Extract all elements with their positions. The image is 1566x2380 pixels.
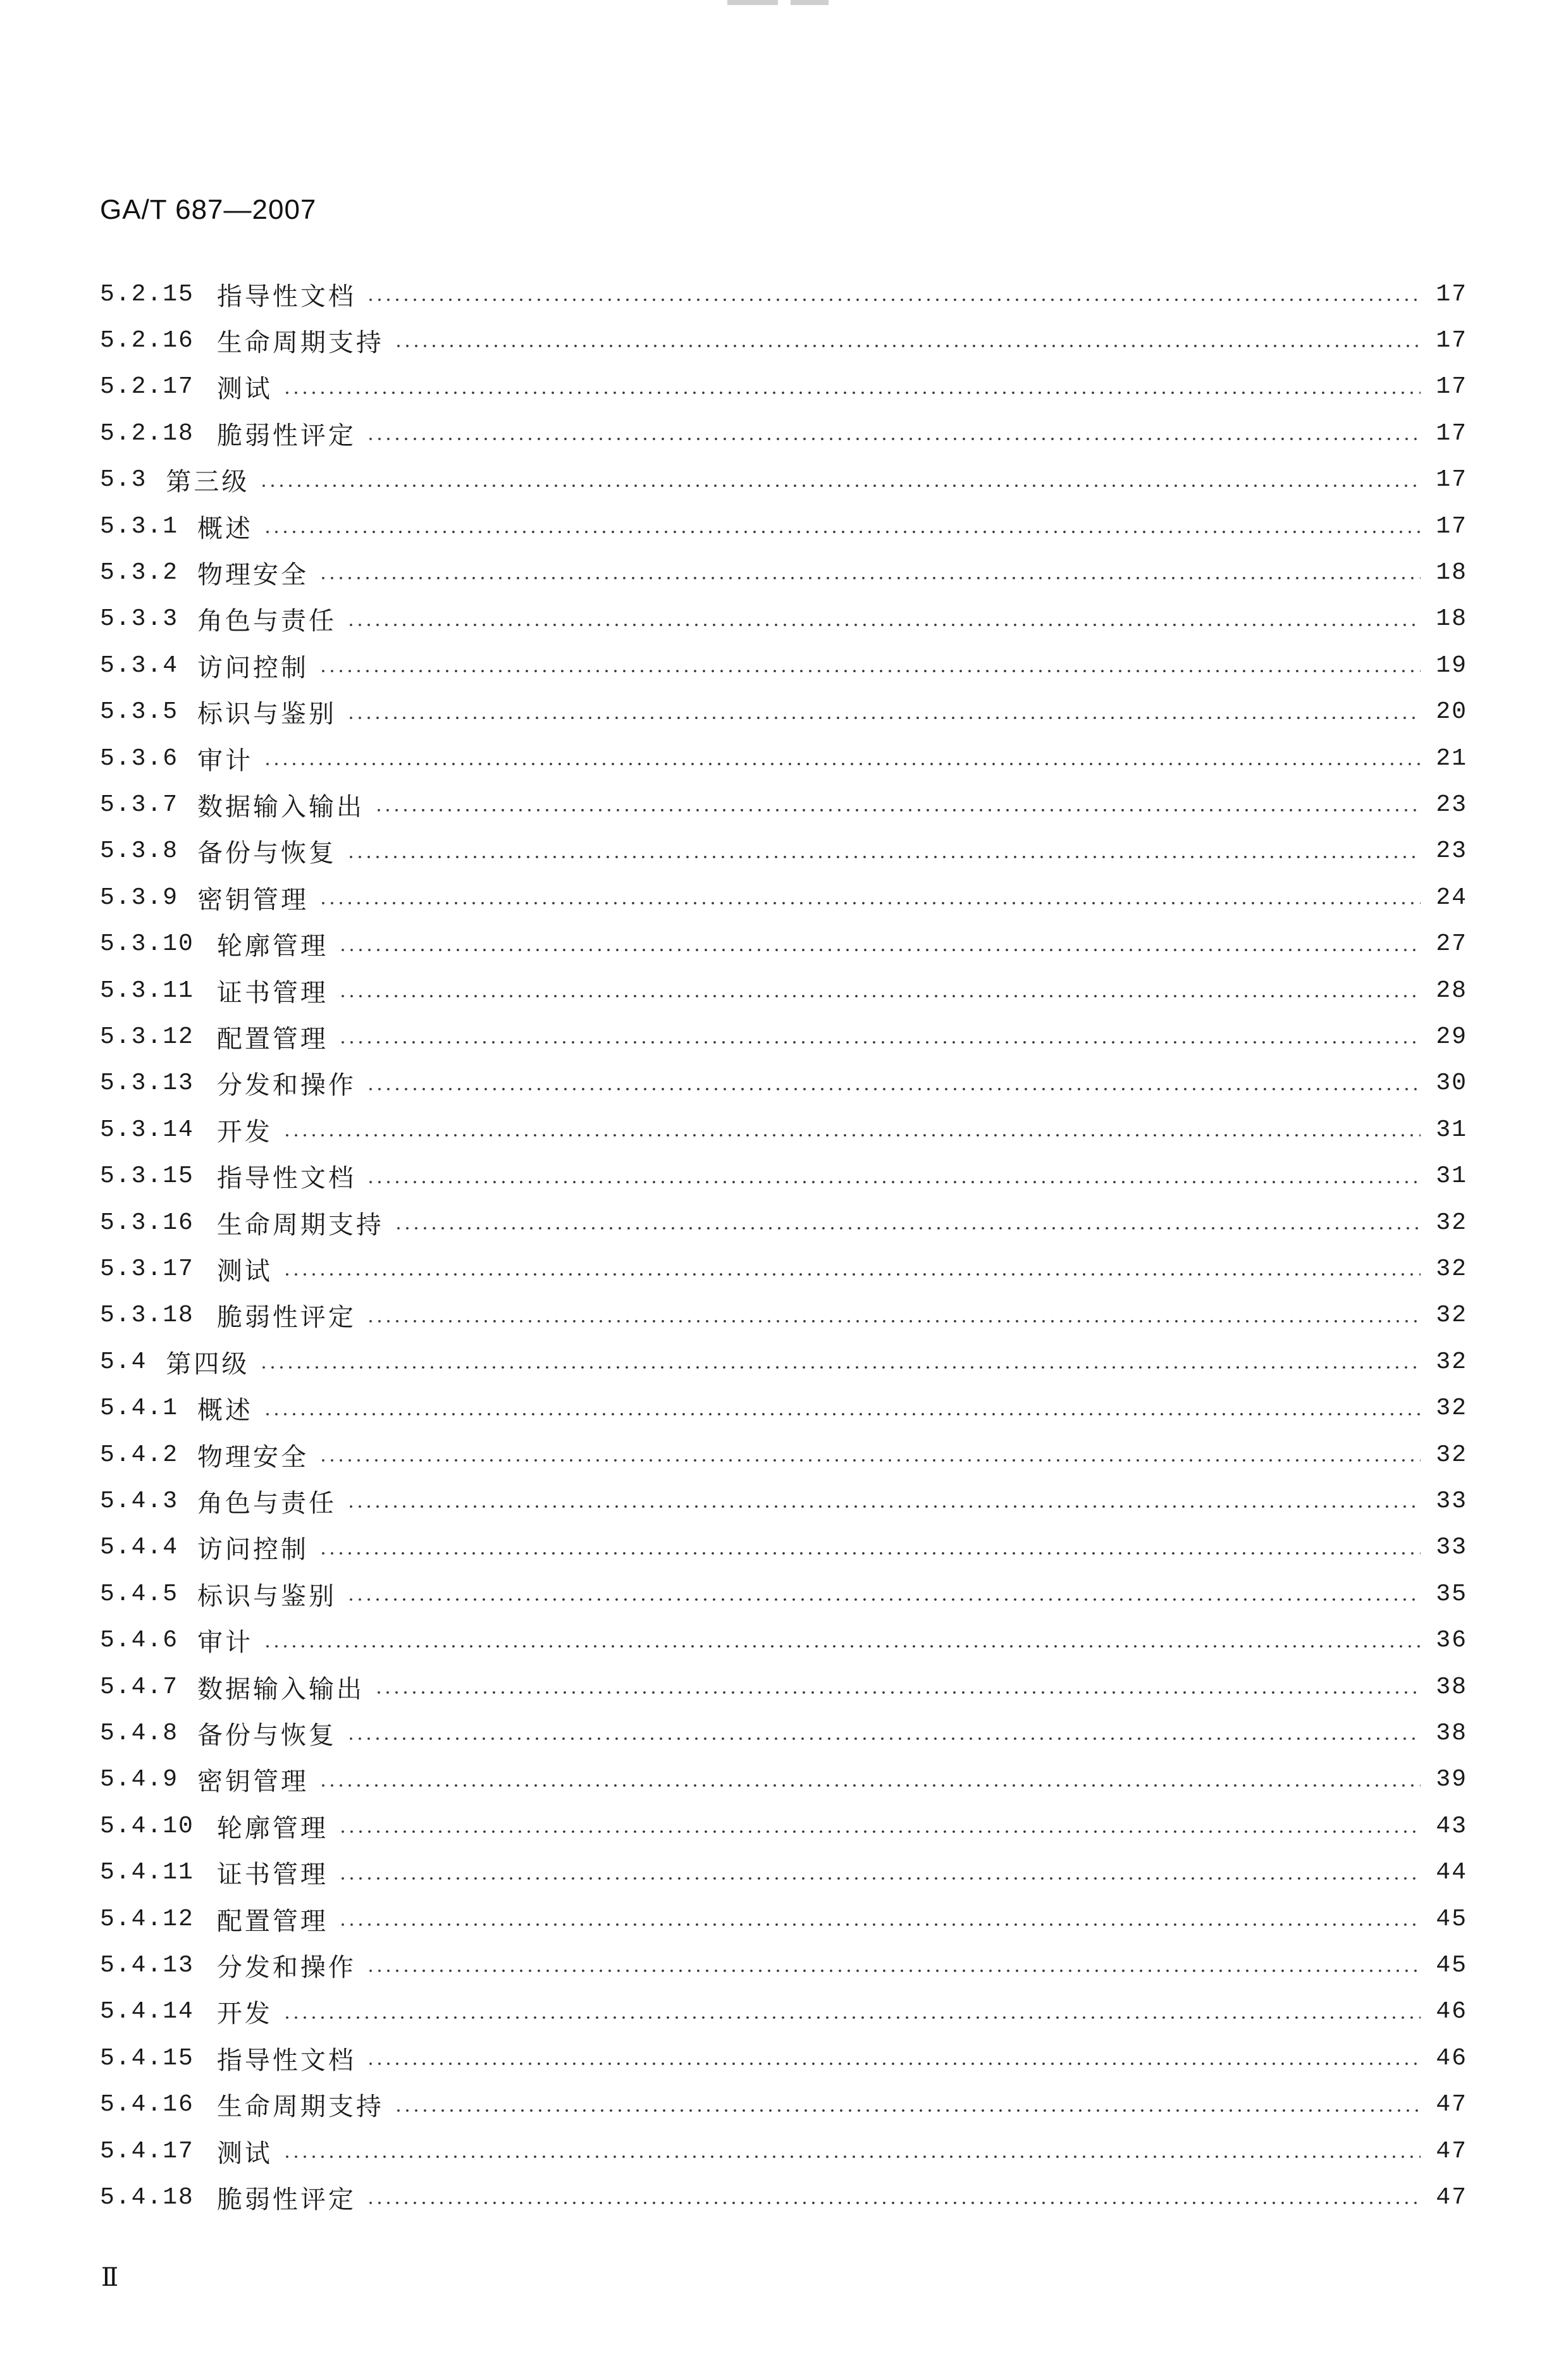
- toc-entry-page: 30: [1436, 1070, 1467, 1097]
- toc-entry[interactable]: [100, 1711, 1467, 1755]
- toc-entry-number: 5.3.1: [100, 512, 179, 540]
- toc-entry-number: 5.2.16: [100, 326, 194, 354]
- toc-entry[interactable]: [100, 2129, 1467, 2173]
- toc-entry-number: 5.3.16: [100, 1209, 194, 1236]
- toc-dot-leader: [319, 1458, 1421, 1462]
- toc-entry[interactable]: [100, 1619, 1467, 1663]
- toc-entry-page: 32: [1436, 1348, 1467, 1376]
- toc-entry-title: 配置管理: [216, 1906, 328, 1936]
- toc-entry-number: 5.3.3: [100, 605, 179, 633]
- toc-entry-title: 概述: [197, 514, 254, 543]
- toc-entry[interactable]: [100, 1154, 1467, 1199]
- toc-entry-title: 审计: [197, 746, 254, 775]
- toc-dot-leader: [338, 1830, 1421, 1834]
- toc-entry[interactable]: [100, 1014, 1467, 1059]
- toc-entry[interactable]: [100, 1386, 1467, 1431]
- toc-entry-page: 23: [1436, 837, 1467, 865]
- toc-dot-leader: [259, 484, 1421, 488]
- toc-entry-number: 5.4: [100, 1348, 147, 1376]
- toc-entry-page: 32: [1436, 1395, 1467, 1422]
- toc-entry-number: 5.3.14: [100, 1116, 194, 1144]
- toc-entry-number: 5.3.8: [100, 837, 179, 865]
- toc-entry-number: 5.4.10: [100, 1812, 194, 1840]
- toc-entry-number: 5.4.1: [100, 1395, 179, 1422]
- toc-entry[interactable]: [100, 1897, 1467, 1941]
- toc-entry-number: 5.3.12: [100, 1023, 194, 1051]
- toc-entry[interactable]: [100, 1247, 1467, 1291]
- toc-dot-leader: [263, 762, 1421, 766]
- toc-entry[interactable]: [100, 968, 1467, 1013]
- toc-entry-number: 5.4.15: [100, 2044, 194, 2072]
- toc-entry-page: 44: [1436, 1859, 1467, 1887]
- toc-entry-page: 32: [1436, 1441, 1467, 1469]
- toc-entry-page: 17: [1436, 280, 1467, 308]
- toc-entry-number: 5.3.17: [100, 1255, 194, 1283]
- toc-entry-number: 5.4.7: [100, 1673, 179, 1701]
- scan-artifact: [791, 0, 829, 5]
- toc-entry-number: 5.4.6: [100, 1627, 179, 1655]
- toc-entry[interactable]: [100, 1804, 1467, 1848]
- toc-entry-number: 5.4.4: [100, 1534, 179, 1562]
- toc-dot-leader: [347, 1737, 1421, 1741]
- toc-dot-leader: [338, 994, 1421, 998]
- toc-entry-page: 31: [1436, 1162, 1467, 1190]
- toc-entry-page: 36: [1436, 1627, 1467, 1655]
- toc-entry-title: 生命周期支持: [216, 2092, 384, 2122]
- toc-entry-number: 5.4.17: [100, 2137, 194, 2165]
- toc-dot-leader: [366, 1969, 1421, 1973]
- toc-entry-page: 32: [1436, 1302, 1467, 1329]
- toc-entry-page: 17: [1436, 326, 1467, 354]
- toc-entry[interactable]: [100, 782, 1467, 827]
- toc-dot-leader: [347, 623, 1421, 627]
- toc-entry-title: 脆弱性评定: [216, 1303, 356, 1333]
- toc-entry-number: 5.3.13: [100, 1070, 194, 1097]
- toc-entry-title: 指导性文档: [216, 2045, 356, 2075]
- toc-entry-page: 46: [1436, 2044, 1467, 2072]
- toc-dot-leader: [283, 2016, 1421, 2019]
- toc-entry-number: 5.2.17: [100, 373, 194, 401]
- toc-entry[interactable]: [100, 690, 1467, 734]
- toc-entry-page: 38: [1436, 1673, 1467, 1701]
- toc-entry-title: 测试: [216, 374, 273, 404]
- toc-entry-title: 角色与责任: [197, 1488, 337, 1518]
- toc-entry[interactable]: [100, 1990, 1467, 2034]
- toc-entry-number: 5.2.15: [100, 280, 194, 308]
- toc-entry[interactable]: [100, 1293, 1467, 1338]
- standard-identifier: GA/T 687—2007: [100, 194, 317, 225]
- toc-entry-title: 第四级: [166, 1349, 250, 1379]
- toc-dot-leader: [338, 1877, 1421, 1880]
- toc-entry-title: 分发和操作: [216, 1071, 356, 1101]
- toc-dot-leader: [263, 1412, 1421, 1416]
- toc-entry-number: 5.3.6: [100, 744, 179, 772]
- toc-entry-page: 35: [1436, 1580, 1467, 1608]
- page-number: Ⅱ: [101, 2263, 119, 2292]
- toc-entry-title: 测试: [216, 1256, 273, 1286]
- toc-entry-title: 标识与鉴别: [197, 1581, 337, 1611]
- toc-entry-page: 18: [1436, 558, 1467, 586]
- toc-dot-leader: [347, 1598, 1421, 1601]
- toc-entry-page: 32: [1436, 1255, 1467, 1283]
- toc-entry-title: 密钥管理: [197, 1767, 309, 1797]
- toc-entry-number: 5.4.9: [100, 1766, 179, 1794]
- toc-dot-leader: [366, 2201, 1421, 2205]
- toc-entry-title: 标识与鉴别: [197, 700, 337, 729]
- toc-entry-number: 5.4.13: [100, 1951, 194, 1979]
- toc-entry-number: 5.3.11: [100, 977, 194, 1004]
- toc-entry-number: 5.4.16: [100, 2091, 194, 2119]
- toc-entry-number: 5.4.14: [100, 1998, 194, 2026]
- toc-dot-leader: [338, 1923, 1421, 1927]
- toc-entry-page: 17: [1436, 512, 1467, 540]
- toc-entry[interactable]: [100, 318, 1467, 362]
- toc-entry-title: 审计: [197, 1628, 254, 1658]
- toc-entry-page: 23: [1436, 791, 1467, 818]
- toc-entry-title: 开发: [216, 1999, 273, 2029]
- scan-artifact: [727, 0, 778, 5]
- toc-dot-leader: [366, 2062, 1421, 2066]
- toc-dot-leader: [374, 808, 1421, 812]
- toc-entry-page: 31: [1436, 1116, 1467, 1144]
- toc-dot-leader: [319, 669, 1421, 673]
- toc-entry-title: 配置管理: [216, 1024, 328, 1054]
- toc-entry[interactable]: [100, 1758, 1467, 1802]
- toc-entry[interactable]: [100, 365, 1467, 409]
- toc-entry[interactable]: [100, 1200, 1467, 1245]
- toc-dot-leader: [259, 1366, 1421, 1369]
- toc-dot-leader: [263, 1644, 1421, 1648]
- toc-entry-number: 5.3.9: [100, 884, 179, 911]
- toc-entry-number: 5.3.10: [100, 930, 194, 958]
- toc-entry-page: 47: [1436, 2091, 1467, 2119]
- toc-entry-title: 物理安全: [197, 1442, 309, 1472]
- toc-entry-page: 46: [1436, 1998, 1467, 2026]
- toc-entry-number: 5.3.15: [100, 1162, 194, 1190]
- toc-entry-title: 证书管理: [216, 1860, 328, 1890]
- toc-dot-leader: [283, 391, 1421, 395]
- toc-entry[interactable]: [100, 1433, 1467, 1477]
- toc-dot-leader: [319, 901, 1421, 905]
- toc-entry-title: 数据输入输出: [197, 1674, 365, 1704]
- toc-entry-page: 32: [1436, 1209, 1467, 1236]
- toc-entry-title: 备份与恢复: [197, 839, 337, 868]
- toc-entry-page: 47: [1436, 2137, 1467, 2165]
- toc-dot-leader: [394, 2109, 1421, 2112]
- toc-entry-number: 5.3.7: [100, 791, 179, 818]
- toc-entry-title: 密钥管理: [197, 885, 309, 915]
- toc-entry-number: 5.4.3: [100, 1487, 179, 1515]
- toc-dot-leader: [366, 1180, 1421, 1184]
- toc-entry[interactable]: [100, 2175, 1467, 2219]
- toc-entry-title: 脆弱性评定: [216, 421, 356, 450]
- toc-entry-number: 5.3.2: [100, 558, 179, 586]
- toc-entry-title: 第三级: [166, 467, 250, 497]
- toc-dot-leader: [283, 1273, 1421, 1276]
- toc-entry[interactable]: [100, 1665, 1467, 1709]
- toc-entry-page: 17: [1436, 419, 1467, 447]
- toc-dot-leader: [319, 1784, 1421, 1787]
- toc-entry-page: 21: [1436, 744, 1467, 772]
- toc-entry-title: 生命周期支持: [216, 328, 384, 357]
- toc-entry[interactable]: [100, 922, 1467, 966]
- toc-dot-leader: [283, 1133, 1421, 1137]
- toc-entry-number: 5.2.18: [100, 419, 194, 447]
- toc-dot-leader: [338, 1040, 1421, 1044]
- toc-entry-page: 45: [1436, 1951, 1467, 1979]
- toc-entry[interactable]: [100, 643, 1467, 687]
- toc-entry-page: 33: [1436, 1487, 1467, 1515]
- toc-entry-title: 指导性文档: [216, 281, 356, 311]
- toc-entry[interactable]: [100, 736, 1467, 780]
- toc-entry-number: 5.4.18: [100, 2183, 194, 2211]
- toc-entry-title: 数据输入输出: [197, 792, 365, 822]
- toc-entry-page: 17: [1436, 373, 1467, 401]
- toc-entry[interactable]: [100, 1340, 1467, 1384]
- toc-entry-title: 证书管理: [216, 978, 328, 1008]
- toc-dot-leader: [374, 1691, 1421, 1694]
- toc-dot-leader: [338, 948, 1421, 952]
- toc-entry-page: 43: [1436, 1812, 1467, 1840]
- toc-entry-title: 测试: [216, 2138, 273, 2168]
- toc-entry-number: 5.3.4: [100, 651, 179, 679]
- toc-entry[interactable]: [100, 1526, 1467, 1570]
- toc-entry-title: 备份与恢复: [197, 1720, 337, 1750]
- toc-entry-page: 24: [1436, 884, 1467, 911]
- toc-entry-page: 17: [1436, 466, 1467, 494]
- toc-dot-leader: [347, 716, 1421, 720]
- toc-entry-title: 指导性文档: [216, 1164, 356, 1193]
- toc-entry-page: 18: [1436, 605, 1467, 633]
- toc-entry-title: 轮廓管理: [216, 932, 328, 961]
- toc-entry-page: 19: [1436, 651, 1467, 679]
- toc-entry[interactable]: [100, 2036, 1467, 2080]
- toc-dot-leader: [347, 1505, 1421, 1508]
- toc-dot-leader: [347, 855, 1421, 859]
- toc-dot-leader: [366, 1087, 1421, 1091]
- toc-entry-number: 5.3: [100, 466, 147, 494]
- toc-entry-title: 生命周期支持: [216, 1210, 384, 1240]
- toc-entry-number: 5.4.8: [100, 1719, 179, 1747]
- toc-dot-leader: [394, 344, 1421, 348]
- toc-entry-page: 20: [1436, 698, 1467, 726]
- toc-entry-page: 33: [1436, 1534, 1467, 1562]
- toc-dot-leader: [366, 298, 1421, 302]
- toc-entry[interactable]: [100, 1572, 1467, 1616]
- toc-entry-title: 概述: [197, 1396, 254, 1426]
- toc-entry-title: 分发和操作: [216, 1952, 356, 1982]
- toc-entry[interactable]: [100, 597, 1467, 641]
- toc-entry[interactable]: [100, 550, 1467, 595]
- toc-entry-number: 5.4.11: [100, 1859, 194, 1887]
- toc-entry[interactable]: [100, 829, 1467, 873]
- toc-entry-number: 5.4.5: [100, 1580, 179, 1608]
- toc-entry[interactable]: [100, 1061, 1467, 1106]
- toc-dot-leader: [366, 1319, 1421, 1323]
- toc-entry[interactable]: [100, 504, 1467, 548]
- toc-entry[interactable]: [100, 1851, 1467, 1895]
- toc-entry-number: 5.4.12: [100, 1905, 194, 1933]
- toc-dot-leader: [319, 576, 1421, 580]
- toc-entry-page: 39: [1436, 1766, 1467, 1794]
- toc-dot-leader: [319, 1551, 1421, 1555]
- toc-entry[interactable]: [100, 1107, 1467, 1152]
- toc-entry-page: 27: [1436, 930, 1467, 958]
- toc-entry-page: 29: [1436, 1023, 1467, 1051]
- toc-entry[interactable]: [100, 2083, 1467, 2127]
- toc-entry-title: 开发: [216, 1117, 273, 1147]
- toc-entry[interactable]: [100, 1943, 1467, 1987]
- toc-dot-leader: [394, 1226, 1421, 1230]
- toc-entry-number: 5.4.2: [100, 1441, 179, 1469]
- toc-entry[interactable]: [100, 458, 1467, 502]
- toc-entry-title: 角色与责任: [197, 607, 337, 636]
- toc-entry-page: 45: [1436, 1905, 1467, 1933]
- toc-entry[interactable]: [100, 411, 1467, 455]
- toc-dot-leader: [263, 530, 1421, 534]
- toc-entry-title: 访问控制: [197, 653, 309, 682]
- toc-entry[interactable]: [100, 1479, 1467, 1523]
- toc-dot-leader: [366, 437, 1421, 441]
- toc-entry[interactable]: [100, 272, 1467, 316]
- toc-entry-title: 物理安全: [197, 560, 309, 589]
- toc-entry-title: 轮廓管理: [216, 1813, 328, 1843]
- toc-dot-leader: [283, 2155, 1421, 2159]
- toc-entry-page: 38: [1436, 1719, 1467, 1747]
- toc-entry[interactable]: [100, 875, 1467, 920]
- toc-entry-number: 5.3.5: [100, 698, 179, 726]
- toc-entry-page: 28: [1436, 977, 1467, 1004]
- toc-entry-title: 访问控制: [197, 1535, 309, 1565]
- toc-entry-page: 47: [1436, 2183, 1467, 2211]
- toc-entry-number: 5.3.18: [100, 1302, 194, 1329]
- toc-entry-title: 脆弱性评定: [216, 2185, 356, 2214]
